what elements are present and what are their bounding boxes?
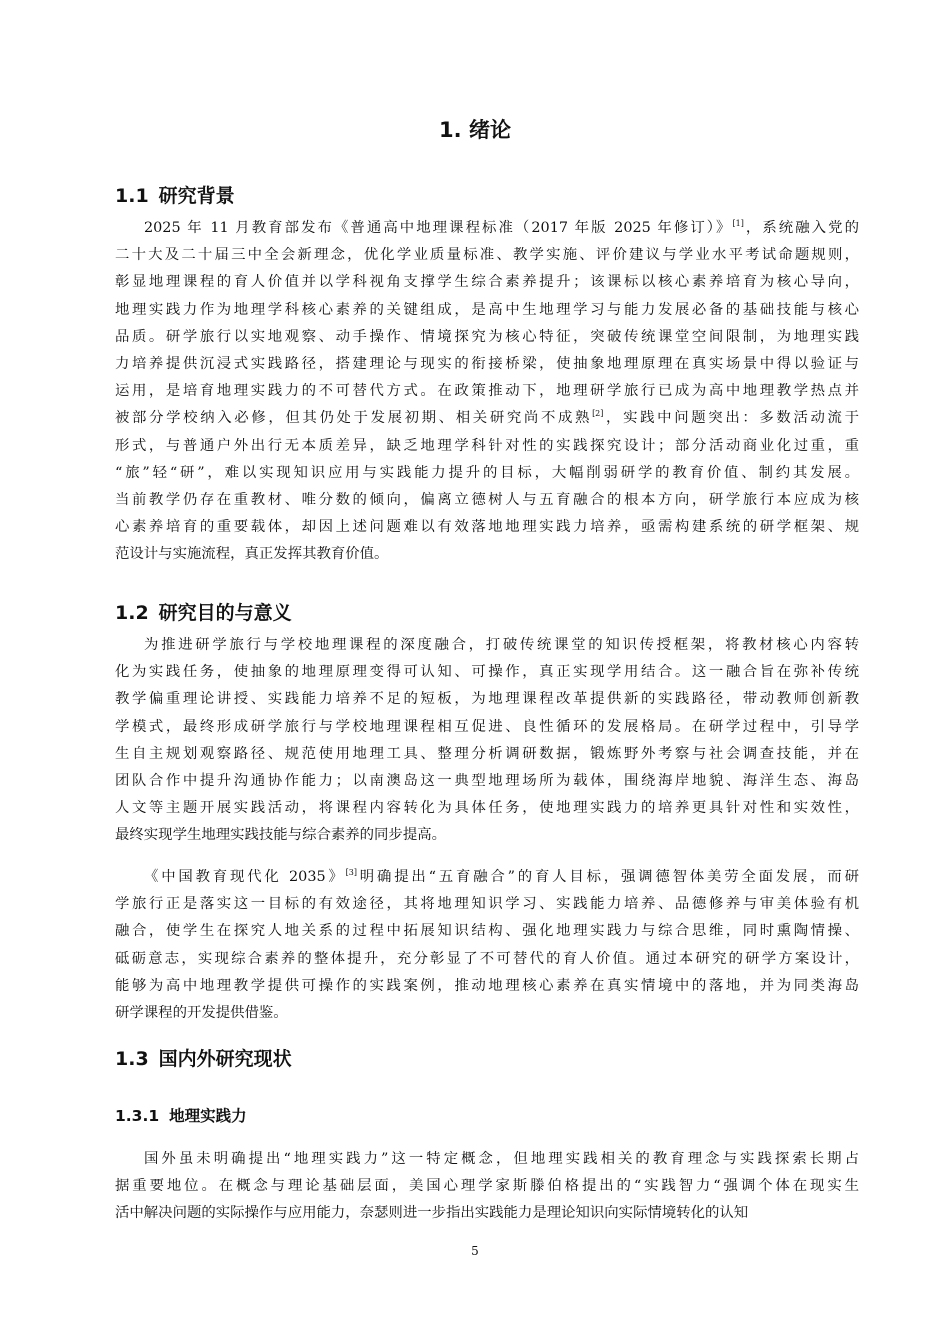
text-run: 团队合作中提升沟通协作能力；以南澳岛这一典型地理场所为载体，围绕海岸地貌、海洋生态、海岛 [115,772,859,789]
text-line [115,351,859,378]
body-paragraph-purpose [115,632,859,850]
citation-marker: [2] [592,409,604,419]
text-line [115,891,859,918]
text-run: 当前教学仍存在重教材、唯分数的倾向，偏离立德树人与五育融合的根本方向，研学旅行本应成为核 [115,491,859,508]
text-run: “旅”轻“研”，难以实现知识应用与实践能力提升的目标，大幅削弱研学的教育价值、制约其发展。 [115,464,859,481]
text-run: 品质。研学旅行以实地观察、动手操作、情境探究为核心特征，突破传统课堂空间限制，为地理实践 [115,328,859,345]
text-line [115,297,859,324]
text-run: 最终实现学生地理实践技能与综合素养的同步提高。 [115,827,446,844]
section-title: 国内外研究现状 [158,1048,292,1070]
text-run: 人文等主题开展实践活动，将课程内容转化为具体任务，使地理实践力的培养更具针对性和实效性， [115,800,859,817]
text-line [115,405,859,432]
section-title: 研究背景 [158,185,235,207]
text-run: 彰显地理课程的育人价值并以学科视角支撑学生综合素养提升；该课标以核心素养培育为核心导向， [115,274,859,291]
text-run: 学模式，最终形成研学旅行与学校地理课程相互促进、良性循环的发展格局。在研学过程中，引导学 [115,718,859,735]
text-run: 砥砺意志，实现综合素养的整体提升，充分彰显了不可替代的育人价值。通过本研究的研学方案设计， [115,950,859,967]
page-number: 5 [471,1244,479,1258]
text-line [115,378,859,405]
text-run: ，系统融入党的 [743,220,859,236]
section-title: 研究目的与意义 [158,602,292,624]
text-run: 运用，是培育地理实践力的不可替代方式。在政策推动下，地理研学旅行已成为高中地理教学热点并 [115,383,859,400]
text-line [115,822,859,849]
text-line [115,487,859,514]
section-heading-1-1 [115,181,235,208]
section-number: 1.2 [115,602,149,624]
text-run: 被部分学校纳入必修，但其仍处于发展初期、相关研究尚不成熟 [115,410,593,427]
text-line [115,242,859,269]
text-line [115,741,859,768]
text-line [115,714,859,741]
text-line [115,864,859,891]
text-line [115,514,859,541]
chapter-title: 1. 绪论 [439,118,511,142]
text-line [115,795,859,822]
body-paragraph-significance [115,864,859,1027]
text-run: 能够为高中地理教学提供可操作的实践案例，推动地理核心素养在真实情境中的落地，并为同类海岛 [115,977,859,994]
text-run: 地理实践力作为地理学科核心素养的关键组成，是高中生地理学习与能力发展必备的基础技能与核心 [115,301,859,318]
text-run: 明确提出“五育融合”的育人目标，强调德智体美劳全面发展，而研 [357,869,860,885]
text-run: 生自主规划观察路径、规范使用地理工具、整理分析调研数据，锻炼野外考察与社会调查技能，并在 [115,745,859,762]
text-run: ，实践中问题突出：多数活动流于 [603,410,859,427]
text-line [115,1000,859,1027]
text-run: 活中解决问题的实际操作与应用能力，奈瑟则进一步指出实践能力是理论知识向实际情境转化的认知 [115,1205,749,1222]
text-line [115,946,859,973]
text-run: 形式，与普通户外出行无本质差异，缺乏地理学科针对性的实践探究设计；部分活动商业化过重，重 [115,437,859,454]
text-run: 化为实践任务，使抽象的地理原理变得可认知、可操作，真正实现学用结合。这一融合旨在弥补传统 [115,664,859,681]
section-heading-1-3 [115,1044,292,1071]
subsection-number: 1.3.1 [115,1107,160,1125]
citation-marker: [1] [732,219,744,228]
text-line [115,460,859,487]
subsection-title: 地理实践力 [169,1107,247,1125]
text-run: 据重要地位。在概念与理论基础层面，美国心理学家斯滕伯格提出的“实践智力“强调个体在现实生 [115,1178,859,1195]
body-paragraph-practice [115,1146,859,1228]
text-run: 力培养提供沉浸式实践路径，搭建理论与现实的衔接桥梁，使抽象地理原理在真实场景中得以验证与 [115,355,859,372]
text-line [115,1200,859,1227]
text-line [115,632,859,659]
text-run: 教学偏重理论讲授、实践能力培养不足的短板，为地理课程改革提供新的实践路径，带动教师创新教 [115,691,859,708]
text-line [115,686,859,713]
text-line [115,973,859,1000]
body-paragraph-background [115,215,859,568]
citation-marker: [3] [345,868,357,877]
text-run: 心素养培育的重要载体，却因上述问题难以有效落地地理实践力培养，亟需构建系统的研学框架、规 [115,519,859,536]
text-run: 为推进研学旅行与学校地理课程的深度融合，打破传统课堂的知识传授框架，将教材核心内容转 [144,637,859,653]
text-line [115,433,859,460]
text-line [115,1146,859,1173]
text-run: 范设计与实施流程，真正发挥其教育价值。 [115,546,389,563]
text-line [115,918,859,945]
text-line [115,768,859,795]
text-run: 2025 年 11 月教育部发布《普通高中地理课程标准（2017 年版 2025 年修订）》 [144,220,733,236]
section-number: 1.3 [115,1048,149,1070]
text-run: 融合，使学生在探究人地关系的过程中拓展知识结构、强化地理实践力与综合思维，同时熏陶情操、 [115,923,859,940]
text-line [115,324,859,351]
section-heading-1-2 [115,598,292,625]
section-number: 1.1 [115,185,149,207]
text-run: 研学课程的开发提供借鉴。 [115,1004,288,1021]
subsection-heading-1-3-1 [115,1104,247,1126]
text-run: 二十大及二十届三中全会新理念，优化学业质量标准、教学实施、评价建议与学业水平考试命题规则， [115,247,859,264]
text-run: 国外虽未明确提出“地理实践力”这一特定概念，但地理实践相关的教育理念与实践探索长期占 [144,1151,859,1167]
text-line [115,541,859,568]
text-line [115,269,859,296]
text-line [115,1173,859,1200]
text-run: 《中国教育现代化 2035》 [144,869,346,885]
text-line [115,215,859,242]
text-line [115,659,859,686]
text-run: 学旅行正是落实这一目标的有效途径，其将地理知识学习、实践能力培养、品德修养与审美体验有机 [115,896,859,913]
